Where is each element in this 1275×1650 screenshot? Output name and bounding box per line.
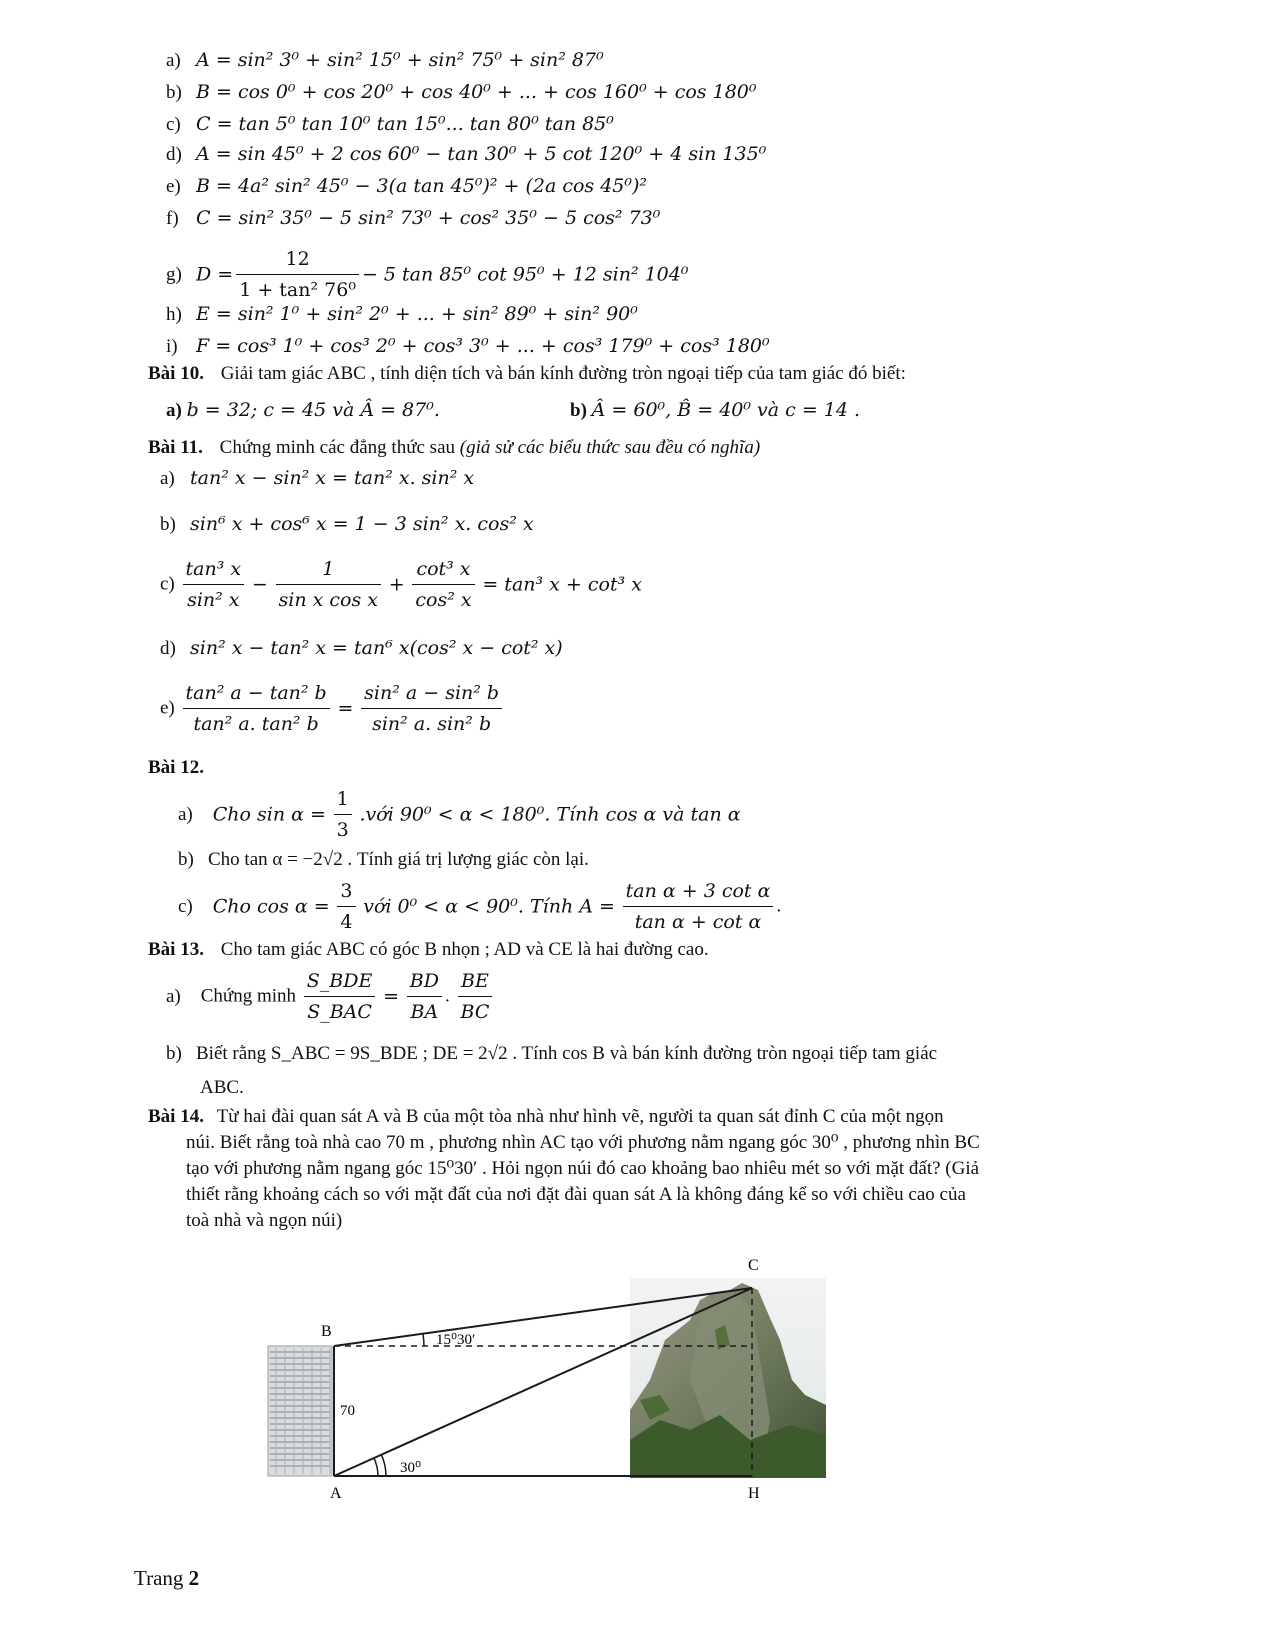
exercise-note: (giả sử các biểu thức sau đều có nghĩa) — [459, 437, 761, 458]
part-label: b) — [178, 849, 194, 870]
part-label: h) — [166, 304, 182, 325]
exercise-title: Bài 11. — [148, 437, 203, 458]
exercise-text: toà nhà và ngọn núi) — [186, 1210, 343, 1231]
page-number: 2 — [188, 1566, 200, 1590]
angle-a-label: 30⁰ — [400, 1460, 422, 1476]
label-a: A — [330, 1485, 342, 1502]
math-expression: với 0⁰ < α < 90⁰. Tính A = — [363, 895, 615, 918]
fraction: $\frac{\text{tan α + 3 cot α}}{\text{tan α + cot α}}$ — [623, 878, 774, 935]
math-expression: − 5 tan 85⁰ cot 95⁰ + 12 sin² 104⁰ — [361, 263, 689, 286]
fraction: $\frac{\text{tan³ x}}{\text{sin² x}}$ — [183, 556, 245, 613]
exercise-text: núi. Biết rằng toà nhà cao 70 m , phương nhìn AC tạo với phương nằm ngang góc 30⁰ , phương nhìn BC — [186, 1132, 980, 1153]
exercise-text: Từ hai đài quan sát A và B của một tòa nhà như hình vẽ, người ta quan sát đỉnh C của một ngọn — [216, 1106, 944, 1127]
fraction: $\frac{\text{cot³ x}}{\text{cos² x}}$ — [412, 556, 474, 613]
fraction: $\frac{BD}{BA}$ — [407, 968, 442, 1025]
fraction: $\frac{\text{sin² a − sin² b}}{\text{sin² a. sin² b}}$ — [361, 680, 502, 737]
exercise-text: Giải tam giác ABC , tính diện tích và bán kính đường tròn ngoại tiếp của tam giác đó biết: — [220, 363, 906, 384]
math-expression: A = sin 45⁰ + 2 cos 60⁰ − tan 30⁰ + 5 cot 120⁰ + 4 sin 135⁰ — [196, 143, 767, 165]
part-label: b) — [570, 400, 587, 421]
part-label: a) — [160, 468, 175, 489]
part-text: ABC. — [200, 1077, 244, 1098]
angle-a-arc — [374, 1458, 378, 1476]
part-text: Biết rằng S_ABC = 9S_BDE ; DE = 2√2 . Tính cos B và bán kính đường tròn ngoại tiếp tam giác — [196, 1043, 938, 1064]
part-label: a) — [178, 803, 193, 825]
math-expression: A = sin² 3⁰ + sin² 15⁰ + sin² 75⁰ + sin² 87⁰ — [196, 49, 604, 71]
exercise-title: Bài 12. — [148, 757, 204, 778]
exercise-11-part-c: c) $\frac{\text{tan³ x}}{\text{sin² x}}$ − $\frac{1}{\text{sin x cos x}}$ + $\frac{\text{cot³ x}}{\text{cos² x}}$ = tan³ x + cot³ x — [160, 558, 642, 611]
label-h: H — [748, 1485, 760, 1502]
building-image — [268, 1346, 332, 1476]
part-label: a) — [166, 400, 182, 421]
part-label: g) — [166, 263, 182, 285]
footer-text: Trang — [134, 1566, 189, 1590]
exercise-text: tạo với phương nằm ngang góc 15⁰30′ . Hỏi ngọn núi đó cao khoảng bao nhiêu mét so với mặt đất? (Giả — [186, 1158, 980, 1179]
fraction: $\frac{1}{\text{sin x cos x}}$ — [276, 556, 381, 613]
mountain-image — [630, 1278, 826, 1478]
label-c: C — [748, 1257, 759, 1274]
math-expression: Â = 60⁰, B̂ = 40⁰ và c = 14 . — [591, 399, 861, 421]
math-expression: tan² x − sin² x = tan² x. sin² x — [190, 467, 475, 489]
fraction: $\frac{BE}{BC}$ — [458, 968, 493, 1025]
math-expression: E = sin² 1⁰ + sin² 2⁰ + ... + sin² 89⁰ + sin² 90⁰ — [196, 303, 638, 325]
math-expression: sin² x − tan² x = tan⁶ x(cos² x − cot² x) — [190, 637, 563, 659]
part-label: b) — [166, 82, 182, 103]
exercise-12-part-c: c) Cho cos α = $\frac{3}{4}$ với 0⁰ < α < 90⁰. Tính A = $\frac{\text{tan α + 3 cot α}}{\text{tan α + cot α}}$ . — [178, 880, 782, 933]
fraction: $\frac{\text{S\_BDE}}{\text{S\_BAC}}$ — [304, 968, 376, 1025]
exercise-text: Cho tam giác ABC có góc B nhọn ; AD và CE là hai đường cao. — [220, 939, 709, 960]
page-footer — [134, 1566, 199, 1590]
exercise-text: Chứng minh các đẳng thức sau — [219, 437, 456, 458]
fraction: $\frac{12}{\text{1 + tan² 76⁰}}$ — [236, 246, 359, 303]
math-expression: D = — [196, 263, 234, 286]
label-b: B — [321, 1323, 332, 1340]
math-expression: B = 4a² sin² 45⁰ − 3(a tan 45⁰)² + (2a cos 45⁰)² — [196, 175, 648, 197]
math-expression: F = cos³ 1⁰ + cos³ 2⁰ + cos³ 3⁰ + ... + cos³ 179⁰ + cos³ 180⁰ — [196, 335, 770, 357]
math-expression: sin⁶ x + cos⁶ x = 1 − 3 sin² x. cos² x — [190, 513, 534, 535]
height-label: 70 — [340, 1403, 355, 1419]
part-text: Chứng minh — [200, 985, 297, 1007]
angle-a-arc-2 — [381, 1454, 386, 1476]
exercise-title: Bài 13. — [148, 939, 204, 960]
math-expression: C = sin² 35⁰ − 5 sin² 73⁰ + cos² 35⁰ − 5 cos² 73⁰ — [196, 207, 661, 229]
fraction: $\frac{3}{4}$ — [337, 878, 355, 935]
math-expression: Cho cos α = — [212, 895, 330, 918]
math-expression: b = 32; c = 45 và Â = 87⁰. — [186, 399, 440, 421]
part-label: a) — [166, 50, 181, 71]
part-label: e) — [166, 176, 181, 197]
exercise-text: thiết rằng khoảng cách so với mặt đất của nơi đặt đài quan sát A là không đáng kể so với chiều cao của — [186, 1184, 966, 1205]
part-label: c) — [166, 114, 181, 135]
math-expression: Cho sin α = — [212, 803, 326, 826]
part-label: f) — [166, 208, 179, 229]
part-label: d) — [160, 638, 176, 659]
math-expression: Cho tan α = −2√2 . Tính giá trị lượng giác còn lại. — [208, 849, 589, 870]
fraction: $\frac{\text{tan² a − tan² b}}{\text{tan² a. tan² b}}$ — [183, 680, 330, 737]
math-expression: .với 90⁰ < α < 180⁰. Tính cos α và tan α — [359, 803, 741, 826]
math-expression: B = cos 0⁰ + cos 20⁰ + cos 40⁰ + ... + cos 160⁰ + cos 180⁰ — [196, 81, 757, 103]
part-label: i) — [166, 336, 178, 357]
exercise-title: Bài 14. — [148, 1106, 204, 1127]
part-label: c) — [178, 895, 193, 917]
exercise-13-part-a: a) Chứng minh $\frac{\text{S\_BDE}}{\text{S\_BAC}}$ = $\frac{BD}{BA}$ . $\frac{BE}{BC}$ — [166, 968, 495, 1025]
angle-b-label: 15⁰30′ — [436, 1332, 476, 1348]
fraction: $\frac{1}{3}$ — [334, 786, 352, 843]
part-label: a) — [166, 985, 181, 1007]
exercise-title: Bài 10. — [148, 363, 204, 384]
exercise-11-part-e: e) $\frac{\text{tan² a − tan² b}}{\text{tan² a. tan² b}}$ = $\frac{\text{sin² a − sin² b}}{\text{sin² a. sin² b}}$ — [160, 680, 505, 737]
angle-b-arc — [423, 1334, 424, 1346]
part-label: e) — [160, 697, 175, 719]
math-expression: = tan³ x + cot³ x — [482, 573, 642, 596]
math-expression: C = tan 5⁰ tan 10⁰ tan 15⁰... tan 80⁰ tan 85⁰ — [196, 113, 614, 135]
part-label: c) — [160, 573, 175, 595]
part-label: d) — [166, 144, 182, 165]
part-label: b) — [166, 1043, 182, 1064]
part-label: b) — [160, 514, 176, 535]
